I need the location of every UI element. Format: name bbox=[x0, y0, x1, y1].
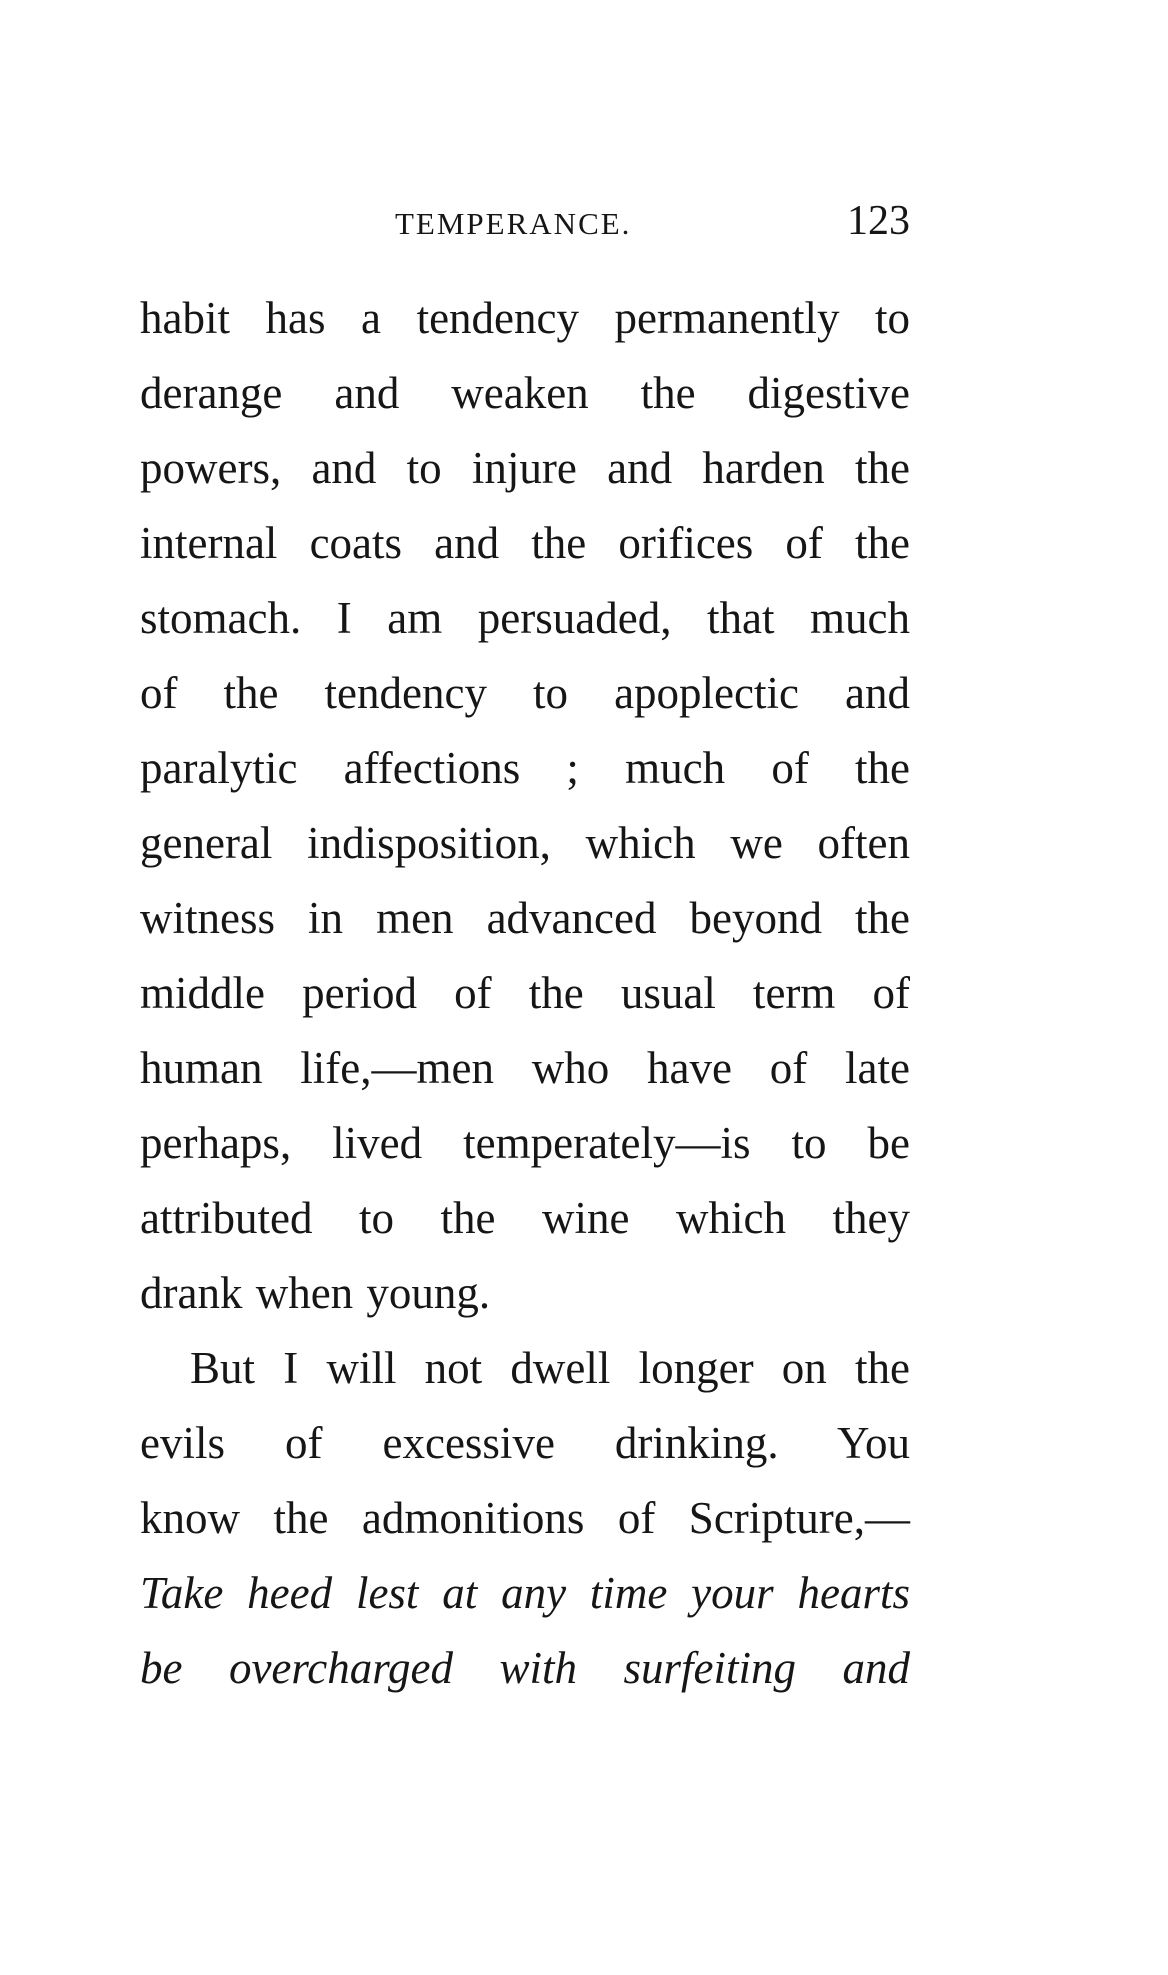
text-line: powers, and to injure and harden the bbox=[140, 443, 910, 493]
text-line: general indisposition, which we often bbox=[140, 818, 910, 868]
paragraph-end-line: drank when young. bbox=[140, 1268, 491, 1318]
text-line: know the admonitions of Scripture,— bbox=[140, 1493, 910, 1543]
text-line: stomach. I am persuaded, that much bbox=[140, 593, 910, 643]
paragraph-start-line: But I will not dwell longer on the bbox=[190, 1343, 910, 1393]
page-number: 123 bbox=[847, 198, 910, 244]
running-title: TEMPERANCE. bbox=[395, 206, 632, 241]
text-line: paralytic affections ; much of the bbox=[140, 743, 910, 793]
text-line: attributed to the wine which they bbox=[140, 1193, 910, 1243]
scripture-quote-line: Take heed lest at any time your hearts bbox=[140, 1568, 910, 1618]
scripture-quote-line: be overcharged with surfeiting and bbox=[140, 1643, 910, 1693]
body-text bbox=[140, 281, 910, 1706]
text-line: derange and weaken the digestive bbox=[140, 368, 910, 418]
text-line: human life,—men who have of late bbox=[140, 1043, 910, 1093]
text-line: habit has a tendency permanently to bbox=[140, 293, 910, 343]
text-line: internal coats and the orifices of the bbox=[140, 518, 910, 568]
text-line: evils of excessive drinking. You bbox=[140, 1418, 910, 1468]
running-head bbox=[140, 198, 910, 258]
text-line: witness in men advanced beyond the bbox=[140, 893, 910, 943]
text-line: of the tendency to apoplectic and bbox=[140, 668, 910, 718]
text-line: middle period of the usual term of bbox=[140, 968, 910, 1018]
text-line: perhaps, lived temperately—is to be bbox=[140, 1118, 910, 1168]
